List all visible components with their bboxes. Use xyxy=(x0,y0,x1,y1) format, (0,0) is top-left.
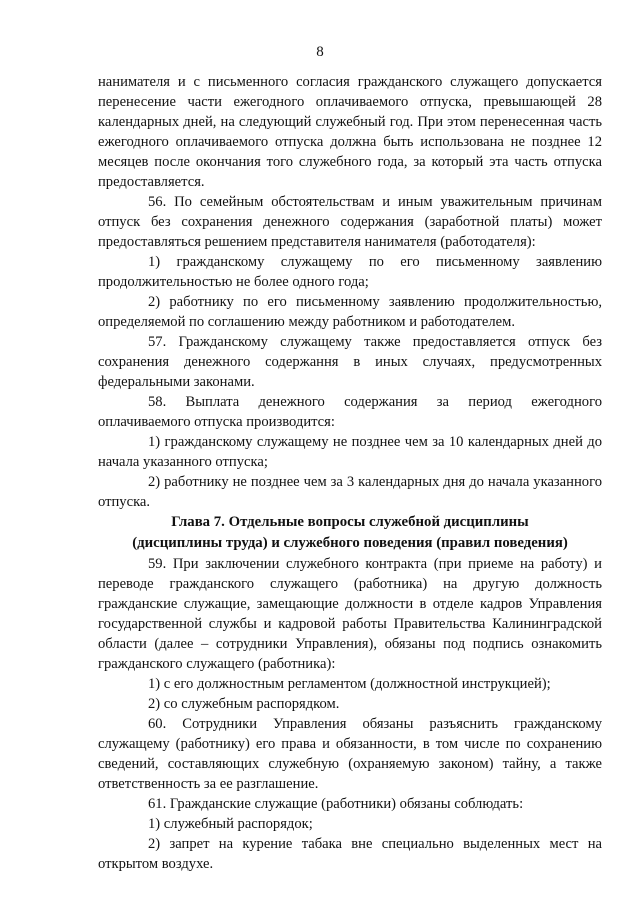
paragraph-61-item-2: 2) запрет на курение табака вне специально выделенных мест на открытом воздухе. xyxy=(98,836,602,872)
chapter-heading-line-2: (дисциплины труда) и служебного поведения (правил поведения) xyxy=(132,535,568,551)
page-number: 8 xyxy=(316,44,324,60)
paragraph-56: 56. По семейным обстоятельствам и иным уважительным причинам отпуск без сохранения денежного содержания (заработной платы) может предоставляться решением представителя нанимателя (работодателя): xyxy=(98,194,602,250)
paragraph-60: 60. Сотрудники Управления обязаны разъяснить гражданскому служащему (работнику) его права и обязанности, в том числе по сохранению сведений, составляющих служебную (охраняемую законом) тайну, а также ответственность за ее разглашение. xyxy=(98,716,602,792)
paragraph-61: 61. Гражданские служащие (работники) обязаны соблюдать: xyxy=(148,796,524,812)
paragraph-59: 59. При заключении служебного контракта (при приеме на работу) и переводе гражданского служащего (работника) на другую должность гражданские служащие, замещающие должности в отделе кадров Управления государственной службы и кадровой работы Правительства Калининградской области (далее – сотрудники Управления), обязаны под подпись ознакомить гражданского служащего (работника): xyxy=(98,556,602,672)
paragraph-continuation: нанимателя и с письменного согласия гражданского служащего допускается перенесение части ежегодного оплачиваемого отпуска, превышающей 28 календарных дней, на следующий служебный год. При этом перенесенная часть ежегодного оплачиваемого отпуска должна быть использована не позднее 12 месяцев после окончания того служебного года, за который эта часть отпуска предоставляется. xyxy=(98,74,602,190)
paragraph-61-item-1: 1) служебный распорядок; xyxy=(148,816,313,832)
paragraph-56-item-1: 1) гражданскому служащему по его письменному заявлению продолжительностью не более одного года; xyxy=(98,254,602,290)
chapter-heading-line-1: Глава 7. Отдельные вопросы служебной дисциплины xyxy=(171,514,529,530)
paragraph-58: 58. Выплата денежного содержания за период ежегодного оплачиваемого отпуска производится: xyxy=(98,394,602,430)
paragraph-56-item-2: 2) работнику по его письменному заявлению продолжительностью, определяемой по соглашению между работником и работодателем. xyxy=(98,294,602,330)
document-body xyxy=(98,72,602,874)
paragraph-59-item-1: 1) с его должностным регламентом (должностной инструкцией); xyxy=(148,676,551,692)
chapter-heading xyxy=(98,512,602,554)
paragraph-57: 57. Гражданскому служащему также предоставляется отпуск без сохранения денежного содержання в иных случаях, предусмотренных федеральными законами. xyxy=(98,334,602,390)
paragraph-58-item-2: 2) работнику не позднее чем за 3 календарных дня до начала указанного отпуска. xyxy=(98,474,602,510)
paragraph-59-item-2: 2) со служебным распорядком. xyxy=(148,696,340,712)
paragraph-58-item-1: 1) гражданскому служащему не позднее чем за 10 календарных дней до начала указанного отпуска; xyxy=(98,434,602,470)
